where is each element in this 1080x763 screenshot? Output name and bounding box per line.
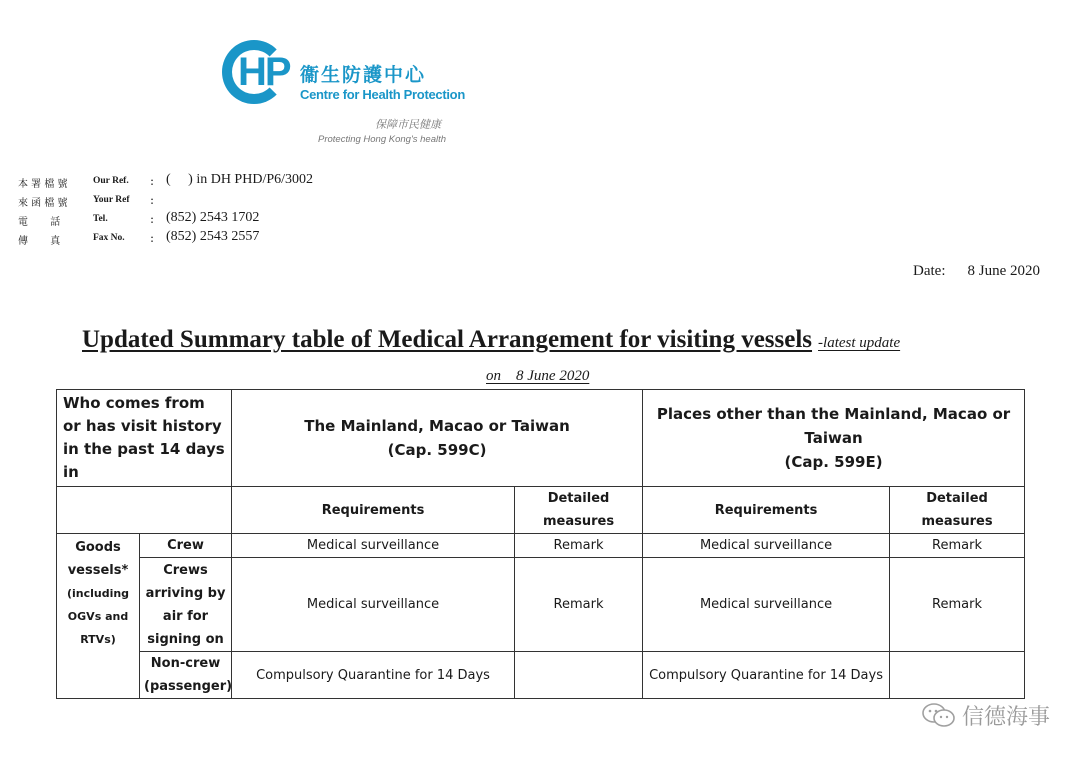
- logo-name-english: Centre for Health Protection: [300, 87, 465, 102]
- logo-tagline-english: Protecting Hong Kong's health: [318, 134, 447, 145]
- empty-cell: [57, 487, 232, 534]
- requirement-a-cell: Medical surveillance: [232, 558, 515, 652]
- ref-value: ( ) in DH PHD/P6/3002: [166, 172, 314, 187]
- watermark: [922, 700, 1050, 734]
- ref-colon: :: [150, 231, 155, 245]
- ref-label-en: Tel.: [93, 214, 108, 224]
- logo-initials: HP: [238, 50, 290, 94]
- detail-b-cell: Remark: [890, 558, 1025, 652]
- title-main: Updated Summary table of Medical Arrangement for visiting vessels: [82, 326, 813, 353]
- category-cell: Crews arriving by air for signing on: [140, 558, 232, 652]
- watermark-text: 信德海事: [961, 705, 1050, 730]
- detail-b-cell: [890, 652, 1025, 699]
- detail-a-cell: Remark: [515, 534, 643, 558]
- chp-logo: [222, 40, 472, 150]
- who-header: Who comes from or has visit history in the past 14 days in: [57, 390, 232, 487]
- detail-a-cell: Remark: [515, 558, 643, 652]
- requirement-b-cell: Compulsory Quarantine for 14 Days: [643, 652, 890, 699]
- ref-colon: :: [150, 212, 155, 226]
- detail-a-cell: [515, 652, 643, 699]
- ref-value: (852) 2543 2557: [166, 229, 260, 244]
- ref-colon: :: [150, 193, 155, 207]
- logo-tagline-chinese: 保障市民健康: [375, 118, 441, 131]
- logo-name-chinese: 衞生防護中心: [300, 64, 427, 86]
- region-a-header: [232, 390, 643, 487]
- date-label: Date:: [913, 263, 946, 279]
- requirement-b-cell: Medical surveillance: [643, 534, 890, 558]
- ref-label-cn: 本 署 檔 號: [18, 179, 68, 190]
- ref-label-cn: 來 函 檔 號: [18, 198, 68, 209]
- ref-label-en: Our Ref.: [93, 176, 129, 186]
- wechat-icon: [922, 702, 956, 734]
- goods-vessels-cell: [57, 534, 140, 699]
- category-cell: Non-crew (passenger): [140, 652, 232, 699]
- requirements-header-b: Requirements: [643, 487, 890, 534]
- ref-value: (852) 2543 1702: [166, 210, 260, 225]
- summary-table: [56, 389, 1025, 699]
- table-row: [57, 558, 1025, 652]
- category-cell: Crew: [140, 534, 232, 558]
- requirements-header-a: Requirements: [232, 487, 515, 534]
- requirement-a-cell: Medical surveillance: [232, 534, 515, 558]
- ref-label-cn: 電 話: [18, 217, 61, 228]
- goods-vessels-note: (including OGVs and RTVs): [66, 587, 130, 646]
- table-header-row: [57, 390, 1025, 487]
- ref-label-cn: 傳 真: [18, 236, 61, 247]
- region-a-cap: (Cap. 599C): [387, 441, 487, 459]
- region-b-cap: (Cap. 599E): [784, 453, 883, 471]
- table-row: [57, 652, 1025, 699]
- title-suffix: -latest update: [818, 335, 901, 351]
- goods-vessels-label: Goods vessels*: [67, 540, 129, 578]
- ref-colon: :: [150, 174, 155, 188]
- document-date: [913, 263, 1040, 280]
- document-title: [82, 326, 900, 354]
- detailed-measures-header-b: Detailed measures: [890, 487, 1025, 534]
- requirement-a-cell: Compulsory Quarantine for 14 Days: [232, 652, 515, 699]
- ref-label-en: Your Ref: [93, 195, 130, 205]
- detail-b-cell: Remark: [890, 534, 1025, 558]
- requirement-b-cell: Medical surveillance: [643, 558, 890, 652]
- table-subheader-row: [57, 487, 1025, 534]
- region-b-header: [643, 390, 1025, 487]
- title-date-line: on 8 June 2020: [486, 368, 590, 384]
- detailed-measures-header-a: Detailed measures: [515, 487, 643, 534]
- ref-label-en: Fax No.: [93, 233, 125, 243]
- region-a-name: The Mainland, Macao or Taiwan: [304, 417, 570, 435]
- date-value: 8 June 2020: [967, 263, 1040, 279]
- region-b-name: Places other than the Mainland, Macao or Taiwan: [656, 405, 1011, 447]
- table-row: [57, 534, 1025, 558]
